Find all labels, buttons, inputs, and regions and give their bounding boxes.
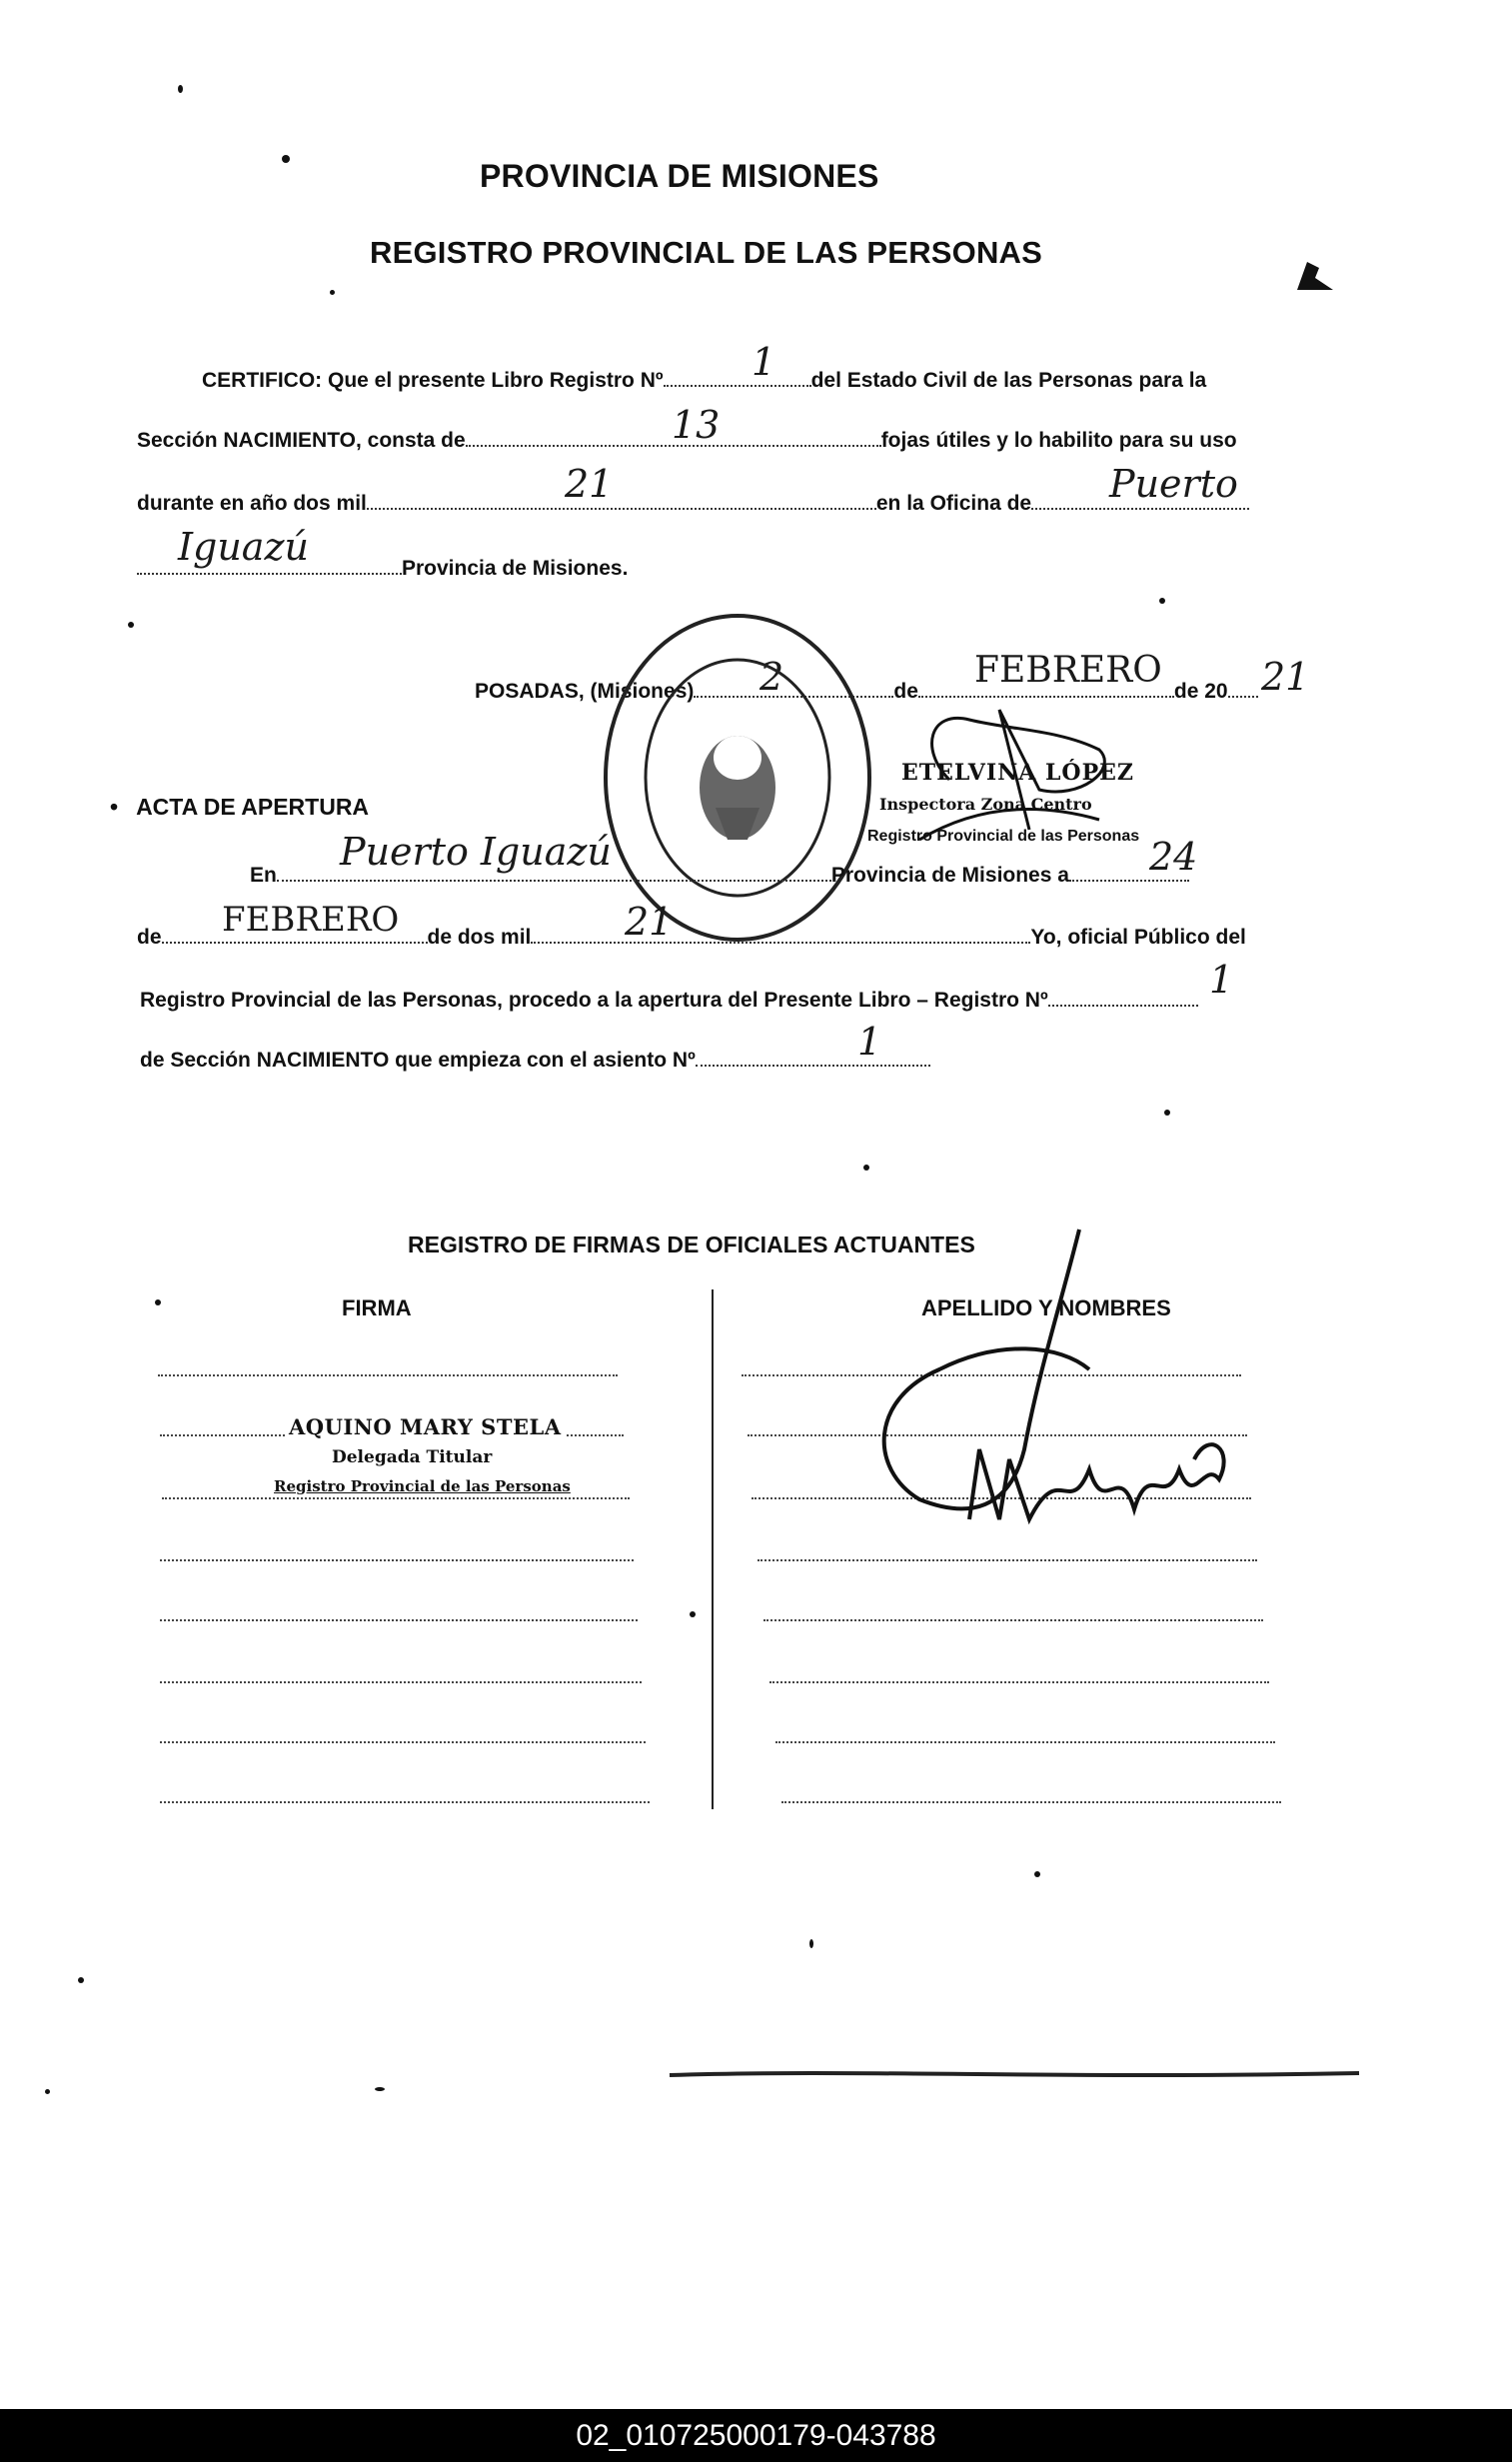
acta-l2-mid: de dos mil (427, 926, 532, 949)
hand-asiento-no: 1 (857, 1020, 882, 1064)
posadas-de-2: de 20 (1173, 680, 1228, 703)
scan-speck (863, 1165, 869, 1171)
delegate-stamp-role: Delegada Titular (328, 1447, 496, 1467)
acta-line-3 (140, 985, 1198, 1015)
posadas-year-blank (1228, 676, 1258, 698)
registry-title: REGISTRO PROVINCIAL DE LAS PERSONAS (370, 235, 1043, 270)
scan-speck (690, 1611, 696, 1617)
scan-id-footer: 02_010725000179-043788 (0, 2409, 1512, 2462)
acta-anio-blank (531, 922, 1030, 944)
acta-l1-prefix: En (250, 864, 277, 887)
hand-mes: FEBRERO (222, 900, 400, 940)
hand-acta-anio: 21 (625, 900, 674, 944)
apellido-line-6 (769, 1681, 1269, 1683)
hand-libro-no: 1 (752, 340, 776, 384)
acta-l1-suffix: Provincia de Misiones a (830, 864, 1069, 887)
anio-blank (367, 488, 876, 510)
column-divider (712, 1289, 714, 1809)
corner-mark-icon (1289, 250, 1349, 300)
firma-line-5 (160, 1619, 638, 1621)
col-apellido-header: APELLIDO Y NOMBRES (921, 1295, 1171, 1320)
hand-dia: 24 (1149, 835, 1198, 879)
province-title: PROVINCIA DE MISIONES (480, 158, 879, 194)
hand-oficina-2: Iguazú (178, 525, 309, 569)
acta-line-4 (140, 1045, 930, 1075)
col-firma-header: FIRMA (342, 1295, 412, 1320)
apellido-line-8 (781, 1801, 1281, 1803)
hand-posadas-day: 2 (759, 655, 784, 699)
scan-speck (330, 290, 335, 295)
scan-speck (375, 2087, 385, 2091)
certificate-l1-prefix: CERTIFICO: Que el presente Libro Registro Nº (202, 369, 664, 392)
hand-lugar: Puerto Iguazú (340, 830, 612, 874)
asiento-no-blank (696, 1045, 930, 1067)
firma-line-7 (160, 1741, 646, 1743)
acta-l2-suffix: Yo, oficial Público del (1030, 926, 1246, 949)
registro-no-blank (1048, 985, 1198, 1007)
hand-oficina-1: Puerto (1109, 462, 1238, 506)
signatures-heading: REGISTRO DE FIRMAS DE OFICIALES ACTUANTES (408, 1231, 975, 1257)
certificate-l2-suffix: fojas útiles y lo habilito para su uso (880, 429, 1237, 452)
scan-speck (1034, 1871, 1040, 1877)
acta-l3: Registro Provincial de las Personas, procedo a la apertura del Presente Libro – Registro Nº (140, 989, 1048, 1012)
scan-smudge-line (660, 2067, 1379, 2083)
scan-speck (128, 622, 134, 628)
apellido-line-4 (757, 1559, 1257, 1561)
scan-speck (282, 155, 290, 163)
official-stamp-name: ETELVINA LÓPEZ (901, 760, 1134, 786)
delegate-stamp-name: AQUINO MARY STELA (285, 1414, 566, 1439)
firma-line-8 (160, 1801, 650, 1803)
certificate-l2-prefix: Sección NACIMIENTO, consta de (137, 429, 466, 452)
scan-speck (1159, 598, 1165, 604)
hand-anio: 21 (565, 462, 614, 506)
scan-speck (78, 1977, 84, 1983)
acta-heading (110, 793, 369, 821)
certificate-l3-mid: en la Oficina de (875, 492, 1032, 515)
scan-speck (45, 2089, 50, 2094)
scan-speck (809, 1939, 813, 1948)
apellido-line-5 (763, 1619, 1263, 1621)
hand-fojas: 13 (672, 403, 721, 447)
libro-no-blank (664, 365, 811, 387)
posadas-prefix: POSADAS, (Misiones) (475, 680, 695, 703)
officer-signature (849, 1220, 1249, 1549)
registry-round-stamp (598, 608, 877, 948)
certificate-line-1 (202, 365, 1206, 395)
apellido-line-7 (775, 1741, 1275, 1743)
hand-posadas-month: FEBRERO (974, 650, 1162, 691)
scan-speck (155, 1299, 161, 1305)
hand-posadas-year: 21 (1261, 655, 1310, 699)
scan-speck (1164, 1110, 1170, 1116)
posadas-de-1: de (893, 680, 918, 703)
bullet-icon: • (110, 794, 119, 820)
official-stamp-org: Registro Provincial de las Personas (867, 828, 1140, 845)
certificate-l3-prefix: durante en año dos mil (137, 492, 367, 515)
firma-line-1 (158, 1374, 618, 1376)
acta-l2-prefix: de (137, 926, 162, 949)
firma-line-3 (162, 1497, 630, 1499)
certificate-l4-suffix: Provincia de Misiones. (402, 557, 629, 580)
firma-line-6 (160, 1681, 642, 1683)
acta-l4-prefix: de Sección NACIMIENTO que empieza con el asiento Nº (140, 1049, 696, 1072)
certificate-l1-suffix: del Estado Civil de las Personas para la (810, 369, 1207, 392)
firma-line-4 (160, 1559, 634, 1561)
certificate-line-3 (137, 488, 1249, 518)
scan-speck (178, 85, 183, 93)
hand-registro-no: 1 (1209, 958, 1234, 1002)
official-stamp-role: Inspectora Zona Centro (879, 795, 1092, 814)
delegate-stamp-org: Registro Provincial de las Personas (270, 1477, 575, 1495)
acta-heading-text: ACTA DE APERTURA (136, 794, 370, 820)
